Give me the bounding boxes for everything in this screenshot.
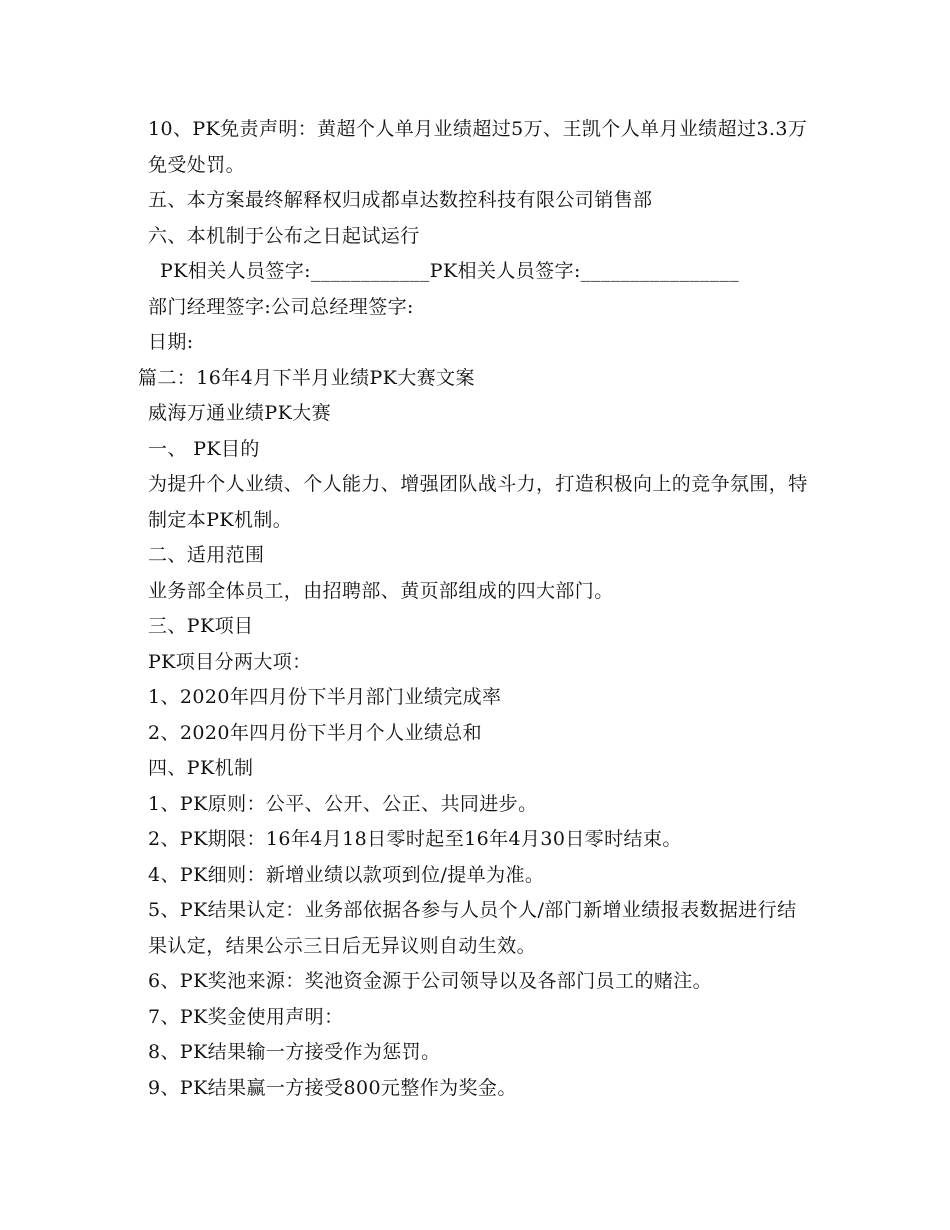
text-line: 四、PK机制 <box>148 757 254 779</box>
text-line: 6、PK奖池来源：奖池资金源于公司领导以及各部门员工的赌注。 <box>148 970 713 992</box>
text-line: 五、本方案最终解释权归成都卓达数控科技有限公司销售部 <box>148 189 653 211</box>
text-line: PK项目分两大项： <box>148 650 312 673</box>
text-line: 2、PK期限：16年4月18日零时起至16年4月30日零时结束。 <box>148 828 682 850</box>
text-line: 5、PK结果认定：业务部依据各参与人员个人/部门新增业绩报表数据进行结果认定，结果公示三日后无异议则自动生效。 <box>148 899 797 957</box>
text-line: 2、2020年四月份下半月个人业绩总和 <box>148 721 483 744</box>
text-line: 一、 PK目的 <box>148 437 260 460</box>
text-line: 8、PK结果输一方接受作为惩罚。 <box>148 1041 441 1063</box>
text-line: 业务部全体员工，由招聘部、黄页部组成的四大部门。 <box>148 579 614 602</box>
text-line: 部门经理签字:公司总经理签字: <box>148 295 414 318</box>
text-line: 10、PK免责声明：黄超个人单月业绩超过5万、王凯个人单月业绩超过3.3万免受处罚。 <box>148 118 808 176</box>
text-line: 二、适用范围 <box>148 544 265 566</box>
text-line: 7、PK奖金使用声明： <box>148 1005 344 1028</box>
date-line: 日期: <box>148 331 194 353</box>
text-line: 六、本机制于公布之日起试运行 <box>148 224 420 247</box>
text-line: 1、PK原则：公平、公开、公正、共同进步。 <box>148 792 538 815</box>
text-line: 三、PK项目 <box>148 615 254 637</box>
document-body <box>138 112 814 1106</box>
text-line: 9、PK结果赢一方接受800元整作为奖金。 <box>148 1076 517 1099</box>
text-line: 4、PK细则：新增业绩以款项到位/提单为准。 <box>148 863 545 886</box>
document-title: 威海万通业绩PK大赛 <box>148 402 331 424</box>
signature-line: PK相关人员签字:____________PK相关人员签字:________________ <box>160 260 740 282</box>
text-line: 为提升个人业绩、个人能力、增强团队战斗力，打造积极向上的竞争氛围，特制定本PK机制。 <box>148 473 808 531</box>
text-line: 1、2020年四月份下半月部门业绩完成率 <box>148 686 502 708</box>
section-heading: 篇二：16年4月下半月业绩PK大赛文案 <box>138 366 475 389</box>
